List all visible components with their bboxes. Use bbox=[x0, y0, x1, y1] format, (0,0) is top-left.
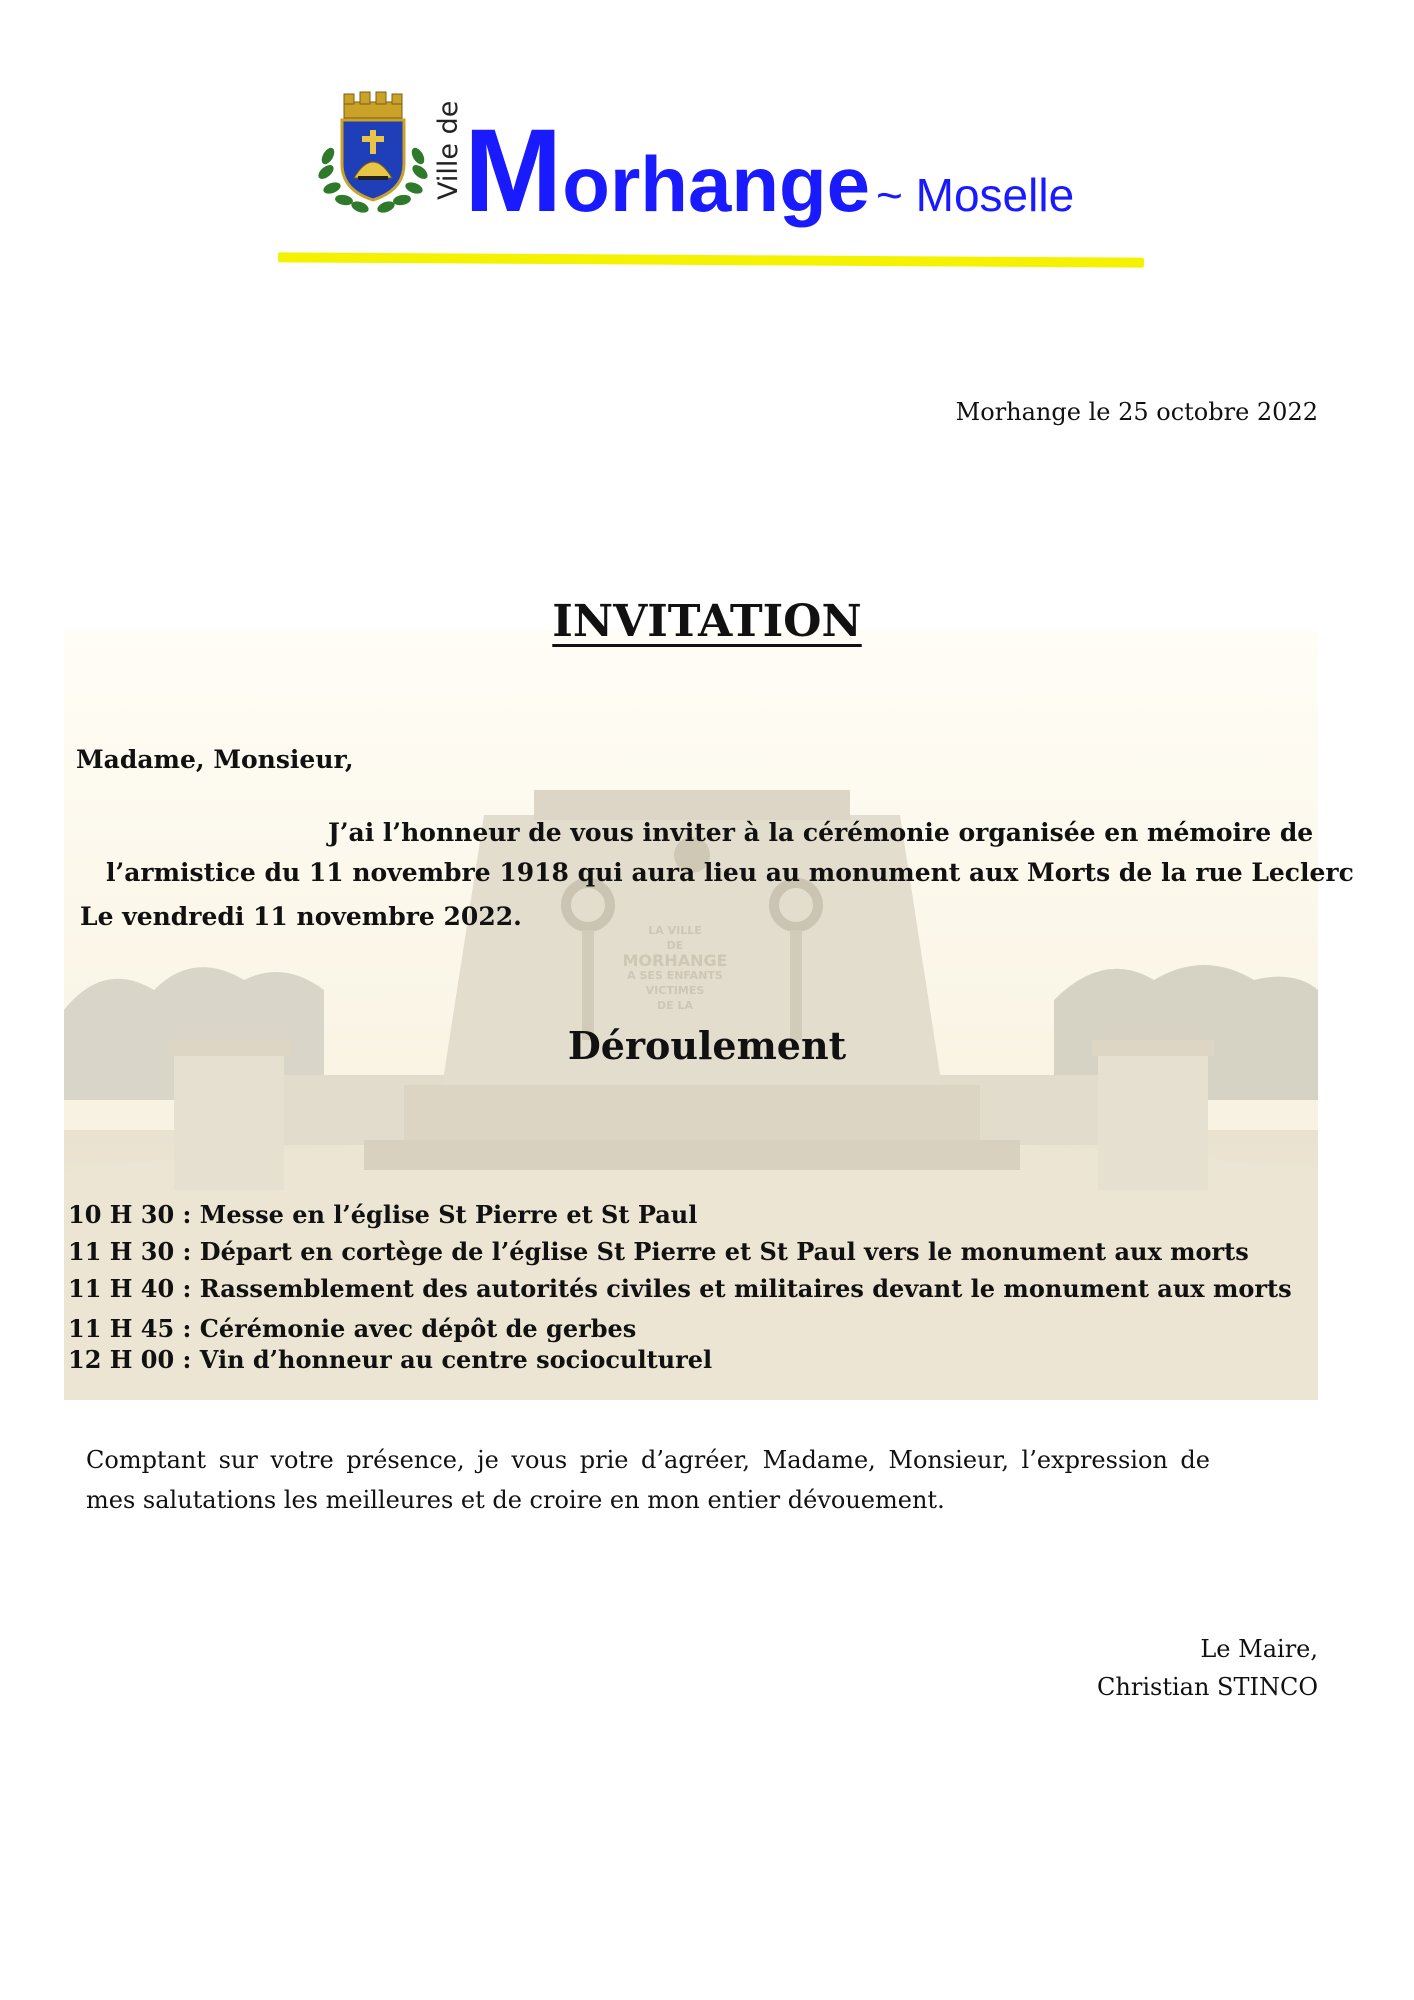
intro-line: Le vendredi 11 novembre 2022. bbox=[80, 902, 522, 931]
letter-date: Morhange le 25 octobre 2022 bbox=[955, 398, 1318, 426]
city-name-heading bbox=[464, 105, 1075, 237]
monument-inscription bbox=[595, 923, 755, 1013]
salutation: Madame, Monsieur, bbox=[76, 745, 354, 774]
signature-name: Christian STINCO bbox=[1097, 1673, 1318, 1701]
schedule-item: 11 H 40 : Rassemblement des autorités civiles et militaires devant le monument aux morts bbox=[68, 1274, 1292, 1303]
schedule-item: 11 H 30 : Départ en cortège de l’église St Pierre et St Paul vers le monument aux morts bbox=[68, 1237, 1249, 1266]
invitation-title: INVITATION bbox=[552, 596, 862, 647]
schedule-item: 11 H 45 : Cérémonie avec dépôt de gerbes bbox=[68, 1314, 637, 1343]
intro-line: l’armistice du 11 novembre 1918 qui aura lieu au monument aux Morts de la rue Leclerc bbox=[106, 858, 1354, 887]
inscription-line: LA VILLE bbox=[648, 924, 702, 937]
inscription-line: A SES ENFANTS bbox=[627, 969, 723, 982]
region-label: ~ Moselle bbox=[876, 169, 1075, 221]
programme-heading: Déroulement bbox=[567, 1023, 847, 1068]
signature-title: Le Maire, bbox=[1200, 1635, 1318, 1663]
city-name-initial: M bbox=[464, 105, 563, 237]
inscription-line: DE bbox=[666, 939, 684, 952]
closing-paragraph: Comptant sur votre présence, je vous prie d’agréer, Madame, Monsieur, l’expression de mes salutations les meilleures et de croire en mon entier dévouement. bbox=[86, 1446, 1210, 1514]
city-name-rest: orhange bbox=[562, 140, 870, 228]
schedule-item: 10 H 30 : Messe en l’église St Pierre et St Paul bbox=[68, 1200, 698, 1229]
header-yellow-rule bbox=[278, 252, 1144, 267]
inscription-line: DE LA bbox=[657, 999, 693, 1012]
city-coat-of-arms-logo bbox=[314, 86, 432, 214]
inscription-line: VICTIMES bbox=[645, 984, 705, 997]
inscription-line: MORHANGE bbox=[622, 951, 728, 970]
intro-line: J’ai l’honneur de vous inviter à la cérémonie organisée en mémoire de bbox=[328, 818, 1314, 847]
ville-de-label: Ville de bbox=[433, 100, 464, 200]
schedule-item: 12 H 00 : Vin d’honneur au centre socioculturel bbox=[68, 1345, 713, 1374]
